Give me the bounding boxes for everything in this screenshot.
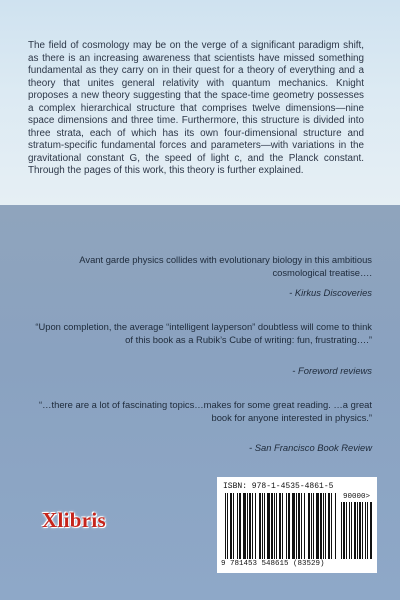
- barcode-bar: [323, 493, 324, 559]
- barcode-bar: [288, 493, 290, 559]
- price-code: 90000>: [343, 493, 371, 501]
- synopsis-panel: [0, 0, 400, 205]
- barcode-bar: [252, 493, 253, 559]
- barcode-bar: [292, 493, 295, 559]
- barcode-bar: [316, 493, 319, 559]
- barcode-bar: [264, 493, 265, 559]
- review-quote-sf-book-review: “…there are a lot of fascinating topics…makes for some great reading. …a great book for anyone interested in physics.”: [39, 399, 372, 423]
- barcode-addon-bars: [341, 502, 373, 559]
- barcode-bar: [328, 493, 330, 559]
- barcode-bar: [255, 493, 256, 559]
- barcode-bar: [233, 493, 234, 559]
- barcode-bar: [335, 493, 336, 559]
- review-source-kirkus: - Kirkus Discoveries: [289, 287, 372, 298]
- barcode-bar: [282, 493, 283, 559]
- review-quote-foreword: “Upon completion, the average “intelligent layperson” doubtless will come to think of this book as a Rubik’s Cube of writing: fun, frustrating….”: [35, 321, 372, 345]
- barcode-bar: [357, 502, 358, 559]
- isbn-barcode: [217, 477, 377, 573]
- barcode-bar: [249, 493, 251, 559]
- barcode-bar: [349, 502, 350, 559]
- barcode-bar: [230, 493, 232, 559]
- review-source-sf-book-review: - San Francisco Book Review: [249, 442, 372, 453]
- synopsis-text: The field of cosmology may be on the verge of a significant paradigm shift, as there is an increasing awareness that scientists have missed something fundamental as they carry on in their quest for a theory of everything and a theory that unites general relativity with quantum mechanics. Knight proposes a new theory suggesting that the space-time geometry possesses a complex hierarchical structure that comprises twelve dimensions—nine space dimensions and three time. Furthermore, this structure is divided into three strata, each of which has its own four-dimensional structure and stratum-specific fundamental forces and parameters—with variations in the gravitational constant G, the speed of light c, and the Planck constant. Through the pages of this work, this theory is further explained.: [28, 40, 364, 176]
- barcode-bar: [279, 493, 281, 559]
- barcode-bar: [313, 493, 314, 559]
- barcode-bar: [296, 493, 297, 559]
- barcode-bar: [301, 493, 302, 559]
- barcode-bar: [346, 502, 347, 559]
- barcode-bar: [320, 493, 322, 559]
- barcode-bar: [331, 493, 332, 559]
- barcode-bar: [243, 493, 246, 559]
- barcode-bar: [370, 502, 372, 559]
- barcode-bar: [367, 502, 368, 559]
- barcode-bar: [351, 502, 352, 559]
- barcode-bar: [227, 493, 228, 559]
- barcode-bar: [365, 502, 366, 559]
- barcode-bar: [247, 493, 248, 559]
- barcode-bar: [359, 502, 361, 559]
- barcode-bar: [341, 502, 342, 559]
- barcode-bar: [304, 493, 305, 559]
- barcode-bar: [308, 493, 310, 559]
- barcode-bar: [237, 493, 238, 559]
- publisher-logo: Xlibris: [42, 508, 106, 532]
- barcode-bar: [267, 493, 270, 559]
- isbn-label: ISBN: 978-1-4535-4861-5: [223, 482, 334, 491]
- barcode-bar: [325, 493, 326, 559]
- barcode-digits: 9 781453 548615 (83529): [221, 560, 325, 568]
- barcode-bar: [262, 493, 263, 559]
- barcode-bar: [276, 493, 277, 559]
- barcode-bar: [343, 502, 345, 559]
- barcode-bar: [362, 502, 363, 559]
- barcode-bar: [271, 493, 273, 559]
- barcode-bar: [239, 493, 241, 559]
- barcode-bar: [286, 493, 287, 559]
- barcode-bar: [311, 493, 312, 559]
- barcode-bars: [225, 493, 337, 559]
- barcode-bar: [225, 493, 226, 559]
- review-source-foreword: - Foreword reviews: [292, 365, 372, 376]
- review-quote-kirkus: Avant garde physics collides with evolutionary biology in this ambitious cosmological treatise….: [79, 254, 372, 278]
- barcode-bar: [354, 502, 356, 559]
- barcode-bar: [274, 493, 275, 559]
- barcode-bar: [298, 493, 300, 559]
- barcode-bar: [259, 493, 261, 559]
